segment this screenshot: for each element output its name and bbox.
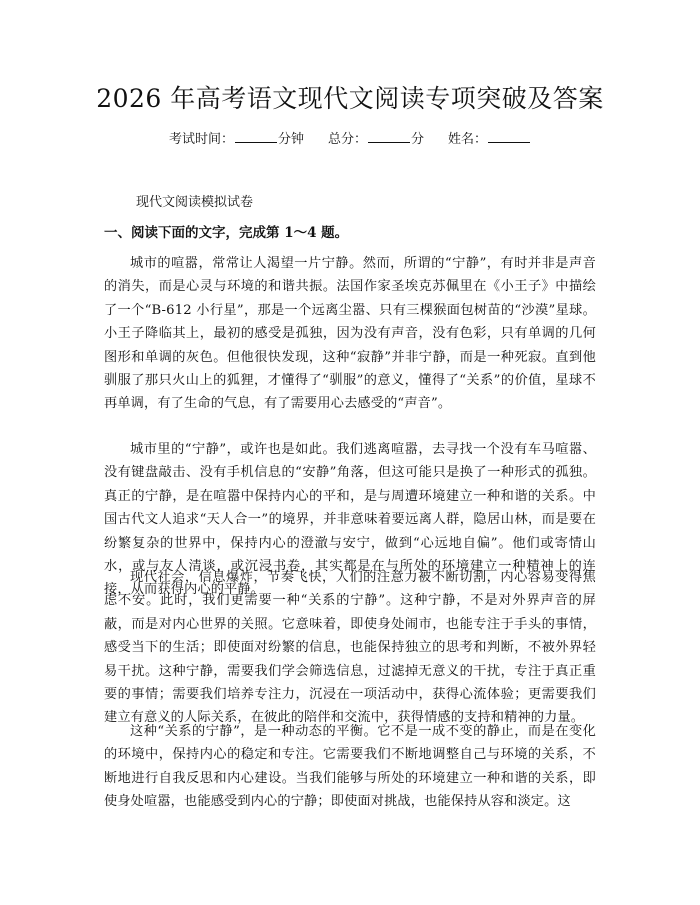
section-heading: 一、阅读下面的文字，完成第 1～4 题。 <box>104 225 349 241</box>
name-blank <box>488 130 530 143</box>
time-blank <box>235 130 277 143</box>
time-unit: 分钟 <box>277 132 304 147</box>
score-unit: 分 <box>411 132 425 147</box>
name-label: 姓名： <box>448 132 488 147</box>
passage-paragraph: 这种“关系的宁静”，是一种动态的平衡。它不是一成不变的静止，而是在变化的环境中，保持内心的稳定和专注。它需要我们不断地调整自己与环境的关系，不断地进行自我反思和内心建设。当我们能够与所处的环境建立一种和谐的关系，即使身处喧嚣，也能感受到内心的宁静；即使面对挑战，也能保持从容和淡定。这 <box>104 724 596 810</box>
passage-paragraph: 城市里的“宁静”，或许也是如此。我们逃离喧嚣，去寻找一个没有车马喧嚣、没有键盘敲击、没有手机信息的“安静”角落，但这可能只是换了一种形式的孤独。真正的宁静，是在喧嚣中保持内心的平和，是与周遭环境建立一种和谐的关系。中国古代文人追求“天人合一”的境界，并非意味着要远离人群，隐居山林，而是要在纷繁复杂的世界中，保持内心的澄澈与安宁，做到“心远地自偏”。他们或寄情山水，或与友人清谈，或沉浸书卷，其实都是在与所处的环境建立一种精神上的连接，从而获得内心的平静。 <box>104 442 596 598</box>
passage-paragraph: 城市的喧嚣，常常让人渴望一片宁静。然而，所谓的“宁静”，有时并非是声音的消失，而是心灵与环境的和谐共振。法国作家圣埃克苏佩里在《小王子》中描绘了一个“B-612 小行星”，那是一个远离尘嚣、只有三棵猴面包树苗的“沙漠”星球。小王子降临其上，最初的感受是孤独，因为没有声音，没有色彩，只有单调的几何图形和单调的灰色。但他很快发现，这种“寂静”并非宁静，而是一种死寂。直到他驯服了那只火山上的狐狸，才懂得了“驯服”的意义，懂得了“关系”的价值，星球不再单调，有了生命的气息，有了需要用心去感受的“声音”。 <box>104 256 596 412</box>
score-label: 总分： <box>327 132 367 147</box>
time-label: 考试时间： <box>168 132 234 147</box>
score-blank <box>368 130 410 143</box>
exam-info-line <box>0 130 700 150</box>
document-title: 2026 年高考语文现代文阅读专项突破及答案 <box>96 84 604 113</box>
passage-paragraph: 现代社会，信息爆炸，节奏飞快，人们的注意力被不断切割，内心容易变得焦虑不安。此时，我们更需要一种“关系的宁静”。这种宁静，不是对外界声音的屏蔽，而是对内心世界的关照。它意味着，即使身处闹市，也能专注于手头的事情，感受当下的生活；即使面对纷繁的信息，也能保持独立的思考和判断，不被外界轻易干扰。这种宁静，需要我们学会筛选信息，过滤掉无意义的干扰，专注于真正重要的事情；需要我们培养专注力，沉浸在一项活动中，获得心流体验；更需要我们建立有意义的人际关系，在彼此的陪伴和交流中，获得情感的支持和精神的力量。 <box>104 570 596 726</box>
exam-subtitle: 现代文阅读模拟试卷 <box>136 195 254 210</box>
